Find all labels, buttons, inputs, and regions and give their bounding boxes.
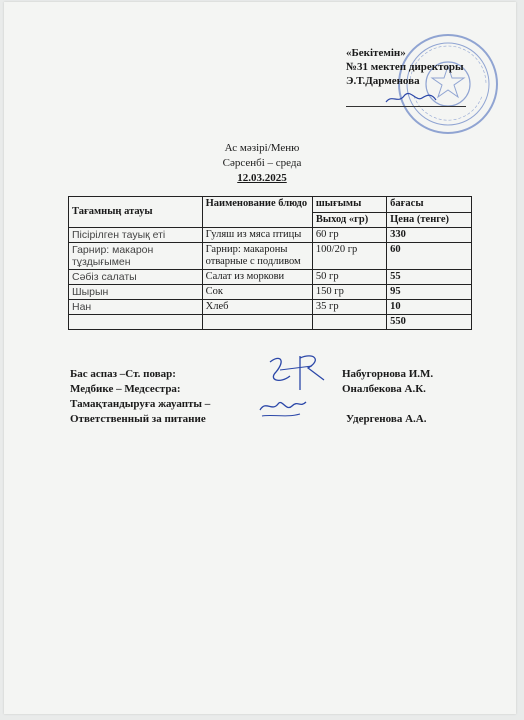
responsible-name: Удергенова А.А. <box>346 413 427 425</box>
chef-role: Бас аспаз –Ст. повар: <box>70 368 176 380</box>
dish-name-ru: Хлеб <box>202 300 312 315</box>
col-header-name-kz: Тағамның атауы <box>69 197 203 228</box>
col-header-price-ru: Цена (тенге) <box>387 212 472 228</box>
responsible-signature-row <box>70 412 470 427</box>
dish-price: 10 <box>387 300 472 315</box>
chef-name: Набугорнова И.М. <box>342 368 434 380</box>
dish-yield: 50 гр <box>312 270 386 285</box>
col-header-yield-kz: шығымы <box>312 197 386 213</box>
table-row <box>69 228 472 243</box>
responsible-role-ru: Ответственный за питание <box>70 413 206 425</box>
table-row <box>69 243 472 270</box>
table-header-row <box>69 197 472 213</box>
nurse-name: Оналбекова А.К. <box>342 383 426 395</box>
table-row <box>69 300 472 315</box>
dish-name-kz: Пісірілген тауық еті <box>69 228 203 243</box>
menu-header <box>0 141 524 186</box>
dish-price: 95 <box>387 285 472 300</box>
total-price: 550 <box>387 315 472 330</box>
director-signature <box>346 92 466 106</box>
table-row <box>69 270 472 285</box>
dish-price: 60 <box>387 243 472 270</box>
menu-table <box>68 196 472 330</box>
dish-name-ru: Гарнир: макароны отварные с подливом <box>202 243 312 270</box>
dish-yield: 60 гр <box>312 228 386 243</box>
approval-block <box>346 46 466 107</box>
dish-yield: 150 гр <box>312 285 386 300</box>
menu-day: Сәрсенбі – среда <box>222 157 302 169</box>
dish-name-kz: Гарнир: макарон тұздығымен <box>69 243 203 270</box>
dish-name-ru: Гуляш из мяса птицы <box>202 228 312 243</box>
approval-signature-line <box>346 98 466 107</box>
dish-yield: 100/20 гр <box>312 243 386 270</box>
dish-name-kz: Нан <box>69 300 203 315</box>
dish-price: 55 <box>387 270 472 285</box>
col-header-price-kz: бағасы <box>387 197 472 213</box>
menu-title: Ас мәзірі/Меню <box>224 142 300 154</box>
signatures-block <box>70 367 470 427</box>
nurse-signature-row <box>70 382 470 397</box>
approval-position: №31 мектеп директоры <box>346 61 464 73</box>
responsible-role-row <box>70 397 470 412</box>
approval-director-name: Э.Т.Дарменова <box>346 75 420 87</box>
chef-signature-row <box>70 367 470 382</box>
dish-name-ru: Сок <box>202 285 312 300</box>
dish-yield: 35 гр <box>312 300 386 315</box>
dish-price: 330 <box>387 228 472 243</box>
approval-heading: «Бекітемін» <box>346 47 406 59</box>
dish-name-kz: Сәбіз салаты <box>69 270 203 285</box>
col-header-name-ru: Наименование блюдо <box>202 197 312 228</box>
nurse-role: Медбике – Медсестра: <box>70 383 181 395</box>
dish-name-ru: Салат из моркови <box>202 270 312 285</box>
total-empty-cell <box>312 315 386 330</box>
dish-name-kz: Шырын <box>69 285 203 300</box>
table-total-row <box>69 315 472 330</box>
menu-date: 12.03.2025 <box>237 172 287 184</box>
responsible-role-kz: Тамақтандыруға жауапты – <box>70 398 211 410</box>
col-header-yield-ru: Выход «гр) <box>312 212 386 228</box>
total-empty-cell <box>69 315 203 330</box>
total-empty-cell <box>202 315 312 330</box>
table-row <box>69 285 472 300</box>
